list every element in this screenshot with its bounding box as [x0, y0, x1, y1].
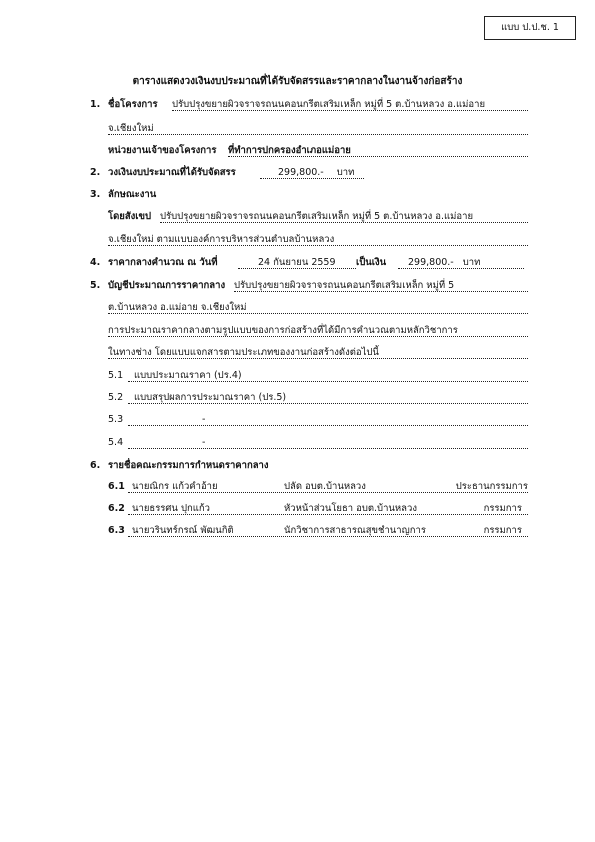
member-6-2-name: นายธรรศน ปุกแก้ว	[132, 503, 210, 514]
budget-label: วงเงินงบประมาณที่ได้รับจัดสรร	[108, 167, 236, 178]
work-nature-label: ลักษณะงาน	[108, 189, 157, 200]
item-5-4-field	[128, 436, 528, 449]
price-estimate-field-line4	[108, 346, 528, 359]
member-6-2-position: หัวหน้าส่วนโยธา อบต.บ้านหลวง	[284, 503, 417, 514]
price-estimate-label: บัญชีประมาณการราคากลาง	[108, 280, 226, 291]
median-price-amount-label: เป็นเงิน	[356, 257, 387, 268]
item-5-3-field	[128, 413, 528, 426]
median-price-date-field	[238, 256, 356, 269]
owner-agency-value: ที่ทำการปกครองอำเภอแม่อาย	[228, 145, 351, 156]
owner-agency-field	[228, 144, 528, 157]
item-5-1-number: 5.1	[108, 370, 124, 381]
member-6-2-role: กรรมการ	[483, 503, 522, 514]
project-name-label: ชื่อโครงการ	[108, 99, 158, 110]
median-price-date-value: 24 กันยายน 2559	[258, 257, 336, 268]
member-6-1-role: ประธานกรรมการ	[455, 481, 528, 492]
project-name-value: ปรับปรุงขยายผิวจราจรถนนคอนกรีตเสริมเหล็ก หมู่ที่ 5 ต.บ้านหลวง อ.แม่อาย	[172, 99, 486, 110]
member-6-3-field	[128, 524, 528, 537]
member-6-2-number: 6.2	[108, 503, 125, 514]
section-4-number: 4.	[90, 257, 101, 268]
budget-unit: บาท	[336, 167, 355, 178]
member-6-3-number: 6.3	[108, 525, 125, 536]
work-summary-line1: ปรับปรุงขยายผิวจราจรถนนคอนกรีตเสริมเหล็ก หมู่ที่ 5 ต.บ้านหลวง อ.แม่อาย	[160, 211, 474, 222]
member-6-1-name: นายณิกร แก้วคำอ้าย	[132, 481, 218, 492]
price-estimate-line2: ต.บ้านหลวง อ.แม่อาย จ.เชียงใหม่	[108, 302, 247, 313]
price-estimate-field	[234, 279, 528, 292]
project-name-value-line2: จ.เชียงใหม่	[108, 123, 154, 134]
item-5-4-number: 5.4	[108, 437, 124, 448]
item-5-3-text: -	[202, 414, 206, 425]
member-6-1-field	[128, 480, 528, 493]
section-2-number: 2.	[90, 167, 101, 178]
project-name-field-line2	[108, 122, 528, 135]
member-6-1-position: ปลัด อบต.บ้านหลวง	[284, 481, 366, 492]
member-6-1-number: 6.1	[108, 481, 125, 492]
owner-agency-label: หน่วยงานเจ้าของโครงการ	[108, 145, 217, 156]
item-5-2-text: แบบสรุปผลการประมาณราคา (ปร.5)	[134, 392, 287, 403]
work-summary-field	[160, 210, 528, 223]
work-summary-field-line2	[108, 233, 528, 246]
price-estimate-field-line3	[108, 324, 528, 337]
item-5-2-field	[128, 391, 528, 404]
project-name-field	[172, 98, 528, 111]
median-price-amount-value: 299,800.-	[408, 257, 454, 268]
section-1-number: 1.	[90, 99, 101, 110]
price-estimate-line3: การประมาณราคากลางตามรูปแบบของการก่อสร้างที่ได้มีการคำนวณตามหลักวิชาการ	[108, 325, 458, 336]
item-5-4-text: -	[202, 437, 206, 448]
median-price-amount-unit: บาท	[462, 257, 481, 268]
price-estimate-line1: ปรับปรุงขยายผิวจราจรถนนคอนกรีตเสริมเหล็ก หมู่ที่ 5	[234, 280, 455, 291]
item-5-2-number: 5.2	[108, 392, 124, 403]
work-summary-line2: จ.เชียงใหม่ ตามแบบองค์การบริหารส่วนตำบลบ้านหลวง	[108, 234, 335, 245]
budget-field	[260, 166, 364, 179]
section-5-number: 5.	[90, 280, 101, 291]
item-5-1-text: แบบประมาณราคา (ปร.4)	[134, 370, 242, 381]
price-estimate-field-line2	[108, 301, 528, 314]
form-code-box: แบบ ป.ป.ช. 1	[484, 16, 576, 40]
budget-value: 299,800.-	[278, 167, 324, 178]
committee-label: รายชื่อคณะกรรมการกำหนดราคากลาง	[108, 460, 269, 471]
median-price-date-label: ราคากลางคำนวณ ณ วันที่	[108, 257, 218, 268]
section-3-number: 3.	[90, 189, 101, 200]
item-5-3-number: 5.3	[108, 414, 124, 425]
median-price-amount-field	[398, 256, 524, 269]
item-5-1-field	[128, 369, 528, 382]
section-6-number: 6.	[90, 460, 101, 471]
member-6-2-field	[128, 502, 528, 515]
member-6-3-position: นักวิชาการสาธารณสุขชำนาญการ	[284, 525, 426, 536]
member-6-3-name: นายวรินทร์กรณ์ พัฒนกิติ	[132, 525, 234, 536]
document-title: ตารางแสดงวงเงินงบประมาณที่ได้รับจัดสรรและราคากลางในงานจ้างก่อสร้าง	[132, 76, 463, 87]
price-estimate-line4: ในทางช่าง โดยแบบแจกสารตามประเภทของงานก่อสร้างดังต่อไปนี้	[108, 347, 379, 358]
member-6-3-role: กรรมการ	[483, 525, 522, 536]
work-summary-label: โดยสังเขป	[108, 211, 152, 222]
